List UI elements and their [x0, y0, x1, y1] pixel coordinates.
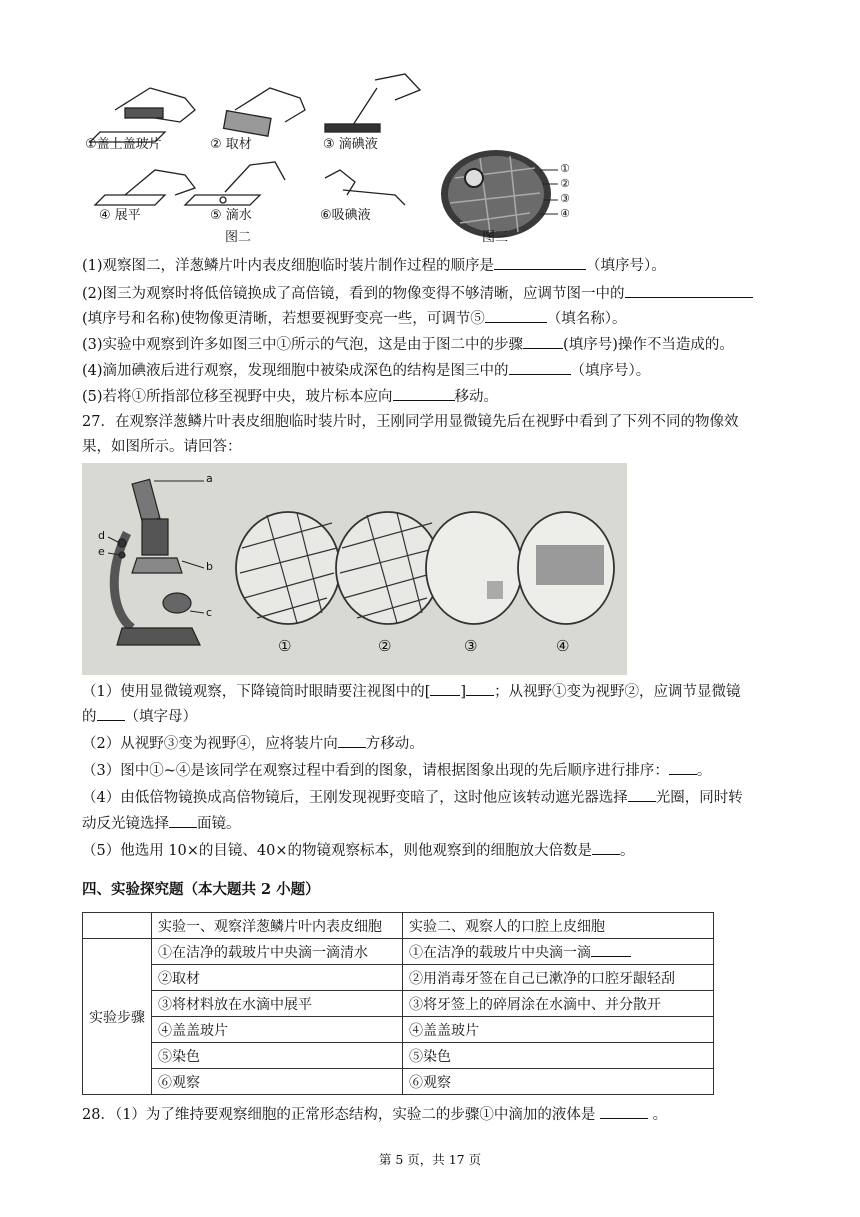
q26-part3: (3)实验中观察到许多如图三中①所示的气泡，这是由于图二中的步骤 (填序号)操作不当造成的。 — [82, 334, 734, 355]
view-label: ④ — [556, 637, 570, 655]
q27-part1: （1）使用显微镜观察，下降镜筒时眼睛要注视图中的[ ] ；从视野①变为视野②，应调节显微镜 — [82, 681, 741, 702]
hand-drawing-icon — [325, 170, 405, 205]
table-row — [83, 1069, 714, 1095]
table-row — [83, 991, 714, 1017]
table-cell: ⑥观察 — [152, 1069, 403, 1095]
hand-drawing-icon — [185, 162, 285, 205]
cell-view-circle — [336, 512, 440, 624]
hand-drawing-icon — [95, 170, 195, 205]
page-footer: 第 5 页，共 17 页 — [378, 1152, 482, 1167]
table-cell: ④盖盖玻片 — [403, 1017, 714, 1043]
figure-three-caption: 图三 — [482, 230, 509, 245]
table-cell: ①在洁净的载玻片中央滴一滴 — [403, 939, 714, 965]
table-row — [83, 939, 714, 965]
answer-blank[interactable] — [97, 706, 125, 721]
table-header-cell: 实验一、观察洋葱鳞片叶内表皮细胞 — [152, 913, 403, 939]
figure-three — [440, 148, 580, 248]
answer-blank[interactable] — [169, 813, 197, 828]
fig3-label: ② — [560, 177, 570, 190]
table-cell: ③将材料放在水滴中展平 — [152, 991, 403, 1017]
view-label: ① — [278, 637, 292, 655]
section-heading: 四、实验探究题（本大题共 2 小题） — [82, 881, 320, 898]
answer-blank[interactable] — [625, 283, 753, 298]
answer-blank[interactable] — [591, 942, 631, 957]
q27-part4-cont: 动反光镜选择 面镜。 — [82, 813, 241, 834]
table-cell: ④盖盖玻片 — [152, 1017, 403, 1043]
table-cell: ①在洁净的载玻片中央滴一滴清水 — [152, 939, 403, 965]
q27-part4: （4）由低倍物镜换成高倍物镜后，王刚发现视野变暗了，这时他应该转动遮光器选择 光圈，同时转 — [82, 787, 743, 808]
q27-part5: （5）他选用 10×的目镜、40×的物镜观察标本，则他观察到的细胞放大倍数是 。 — [82, 840, 635, 861]
table-header-cell — [83, 913, 152, 939]
microscope-label: c — [206, 606, 213, 619]
fig3-label: ③ — [560, 192, 570, 205]
table-cell: ②取材 — [152, 965, 403, 991]
cell-view-circle — [426, 512, 522, 624]
answer-blank[interactable] — [509, 360, 571, 375]
answer-blank[interactable] — [430, 681, 460, 696]
answer-blank[interactable] — [628, 787, 656, 802]
microscope-label: d — [98, 529, 105, 542]
answer-blank[interactable] — [523, 334, 563, 349]
microscope-label: b — [206, 560, 213, 573]
step-caption: ④ 展平 — [99, 208, 141, 223]
table-header-cell: 实验二、观察人的口腔上皮细胞 — [403, 913, 714, 939]
q26-part5: (5)若将①所指部位移至视野中央，玻片标本应向 移动。 — [82, 386, 498, 407]
table-cell: ⑤染色 — [403, 1043, 714, 1069]
answer-blank[interactable] — [466, 681, 494, 696]
microscope-label: e — [98, 545, 105, 558]
q27-intro-cont: 果，如图所示。请回答： — [82, 439, 242, 455]
hand-drawing-icon — [224, 88, 305, 136]
table-row — [83, 965, 714, 991]
microscope-and-views-drawing — [82, 463, 627, 675]
table-row — [83, 913, 714, 939]
table-cell: ②用消毒牙签在自己已漱净的口腔牙龈轻刮 — [403, 965, 714, 991]
q26-part1: (1)观察图二，洋葱鳞片叶内表皮细胞临时装片制作过程的顺序是 （填序号）。 — [82, 255, 666, 276]
step-caption: ⑤ 滴水 — [210, 208, 252, 223]
answer-blank[interactable] — [592, 840, 620, 855]
fig3-label: ① — [560, 162, 570, 175]
q27-part3: （3）图中①~④是该同学在观察过程中看到的图象，请根据图象出现的先后顺序进行排序： 。 — [82, 760, 711, 781]
q26-part2: (2)图三为观察时将低倍镜换成了高倍镜，看到的物像变得不够清晰，应调节图一中的 — [82, 283, 753, 304]
view-label: ② — [378, 637, 392, 655]
q27-intro: 27．在观察洋葱鳞片叶表皮细胞临时装片时，王刚同学用显微镜先后在视野中看到了下列不同的物像效 — [82, 414, 739, 430]
cell-view-circle — [518, 512, 614, 624]
step-caption: ③ 滴碘液 — [323, 137, 378, 152]
answer-blank[interactable] — [338, 733, 366, 748]
q26-part4: (4)滴加碘液后进行观察，发现细胞中被染成深色的结构是图三中的 （填序号）。 — [82, 360, 650, 381]
step-caption: ①盖上盖玻片 — [85, 137, 162, 152]
q27-figure — [82, 463, 627, 675]
table-cell: ⑤染色 — [152, 1043, 403, 1069]
experiment-table — [82, 912, 714, 1095]
table-row — [83, 1043, 714, 1069]
row-label-cell: 实验步骤 — [83, 939, 152, 1095]
step-caption: ⑥吸碘液 — [320, 208, 371, 223]
q27-part2: （2）从视野③变为视野④，应将装片向 方移动。 — [82, 733, 424, 754]
microscope-label: a — [206, 472, 213, 485]
answer-blank[interactable] — [485, 308, 547, 323]
view-label: ③ — [464, 637, 478, 655]
figure-two — [85, 70, 430, 245]
answer-blank[interactable] — [393, 386, 455, 401]
microscope-view-drawing — [440, 148, 580, 240]
figure-two-caption: 图二 — [225, 230, 252, 245]
answer-blank[interactable] — [669, 760, 697, 775]
table-cell: ⑥观察 — [403, 1069, 714, 1095]
cell-view-circle — [236, 512, 340, 624]
q26-part2-cont: (填序号和名称)使物像更清晰，若想要视野变亮一些，可调节⑤ （填名称）。 — [82, 308, 627, 329]
table-row — [83, 1017, 714, 1043]
fig3-label: ④ — [560, 207, 570, 220]
hand-drawing-icon — [325, 74, 420, 132]
answer-blank[interactable] — [494, 255, 586, 270]
table-cell: ③将牙签上的碎屑涂在水滴中、并分散开 — [403, 991, 714, 1017]
step-caption: ② 取材 — [210, 137, 252, 152]
q28-part1: 28．（1）为了维持要观察细胞的正常形态结构，实验二的步骤①中滴加的液体是 。 — [82, 1104, 667, 1125]
answer-blank[interactable] — [600, 1104, 648, 1119]
q27-part1-cont: 的 （填字母） — [82, 706, 197, 727]
